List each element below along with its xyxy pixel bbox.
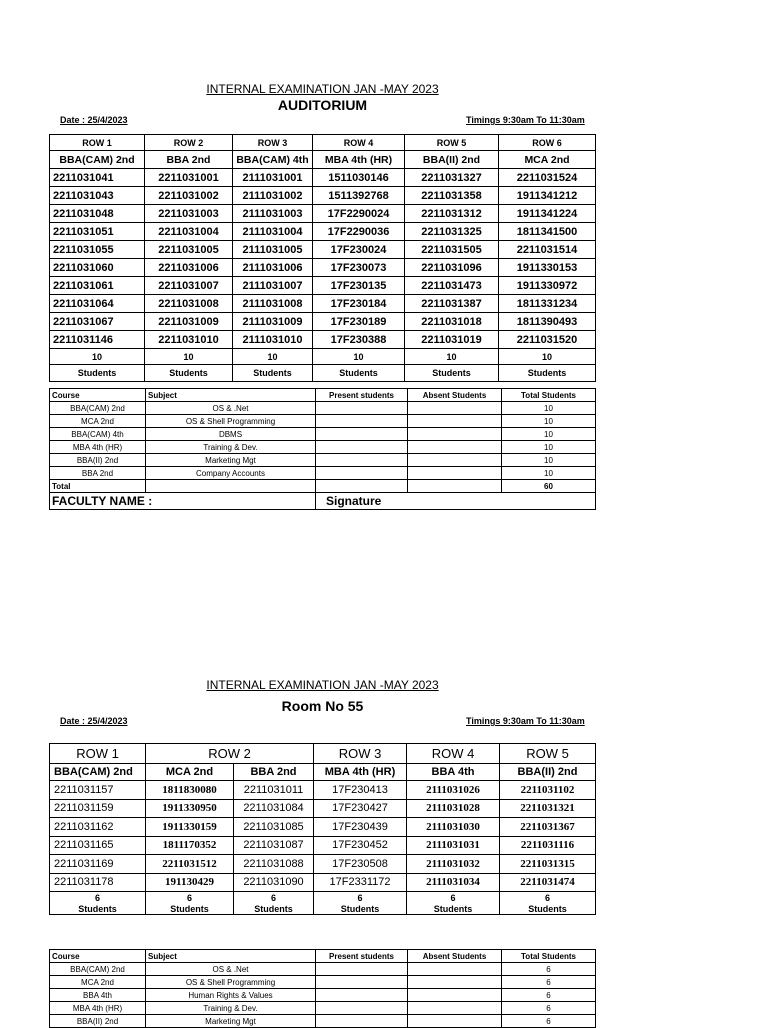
roll-cell: 17F230508 [314,855,407,874]
roll-cell: 2211031011 [234,781,314,800]
row-header: ROW 6 [499,135,596,151]
row-header: ROW 2 [145,135,233,151]
summary-absent [408,467,502,480]
summary-header-cell: Present students [316,950,408,963]
roll-cell: 2211031006 [145,259,233,277]
summary-header-cell: Total Students [502,389,596,402]
roll-cell: 2111031026 [407,781,500,800]
summary-course: BBA 2nd [50,467,146,480]
summary-header-cell: Absent Students [408,950,502,963]
students-label: Students [314,903,407,915]
students-label: Students [233,365,313,382]
class-cell: BBA(II) 2nd [405,151,499,169]
roll-cell: 2211031001 [145,169,233,187]
total-label: Total [50,480,146,493]
class-cell: BBA 2nd [145,151,233,169]
summary-row [50,454,596,467]
roll-cell: 1911330159 [146,818,234,837]
roll-cell: 2211031096 [405,259,499,277]
class-cell: BBA 2nd [234,764,314,781]
summary-subject: OS & Shell Programming [146,976,316,989]
table-row [50,781,596,800]
students-label: Students [234,903,314,915]
count-line [50,349,596,365]
table-row [50,187,596,205]
roll-cell: 2211031358 [405,187,499,205]
summary-total: 10 [502,467,596,480]
roll-cell: 2211031520 [499,331,596,349]
roll-cell: 2211031169 [50,855,146,874]
table-row [50,277,596,295]
summary-absent [408,963,502,976]
students-label: Students [313,365,405,382]
roll-cell: 2211031146 [50,331,145,349]
count-cell: 6 [146,892,234,904]
summary-present [316,989,408,1002]
roll-cell: 2211031041 [50,169,145,187]
summary-course: MCA 2nd [50,976,146,989]
summary-row [50,976,596,989]
students-label: Students [145,365,233,382]
class-cell: BBA 4th [407,764,500,781]
roll-cell: 17F2290036 [313,223,405,241]
summary-absent [408,976,502,989]
summary-subject: DBMS [146,428,316,441]
summary-row [50,963,596,976]
roll-cell: 2211031048 [50,205,145,223]
summary-present [316,454,408,467]
class-cell: BBA(CAM) 4th [233,151,313,169]
summary-header-cell: Present students [316,389,408,402]
summary-absent [408,1002,502,1015]
roll-cell: 2211031116 [500,836,596,855]
class-cell: MBA 4th (HR) [314,764,407,781]
summary-course: BBA(II) 2nd [50,1015,146,1028]
roll-cell: 2211031325 [405,223,499,241]
summary-subject: Marketing Mgt [146,1015,316,1028]
roll-cell: 2111031006 [233,259,313,277]
roll-cell: 2111031028 [407,799,500,818]
summary-absent [408,402,502,415]
summary-course: BBA(CAM) 2nd [50,963,146,976]
sheet2-title-text: INTERNAL EXAMINATION JAN -MAY 2023 [206,678,439,692]
total-blank [408,480,502,493]
summary-header-cell: Course [50,950,146,963]
roll-cell: 1911330972 [499,277,596,295]
faculty-name-label: FACULTY NAME : [50,493,316,510]
summary-absent [408,454,502,467]
table-row [50,241,596,259]
summary-header-cell: Subject [146,950,316,963]
roll-cell: 2111031030 [407,818,500,837]
summary-total: 6 [502,976,596,989]
total-blank [316,480,408,493]
roll-cell: 2211031162 [50,818,146,837]
class-cell: MCA 2nd [146,764,234,781]
roll-cell: 2211031165 [50,836,146,855]
roll-cell: 2111031031 [407,836,500,855]
count-cell: 6 [50,892,146,904]
summary-course: MCA 2nd [50,415,146,428]
class-line [50,151,596,169]
row-header: ROW 5 [500,744,596,764]
class-cell: BBA(CAM) 2nd [50,764,146,781]
roll-cell: 17F2290024 [313,205,405,223]
roll-cell: 1911341212 [499,187,596,205]
summary-subject: Company Accounts [146,467,316,480]
roll-cell: 2211031005 [145,241,233,259]
summary-total: 6 [502,1015,596,1028]
summary-subject: Marketing Mgt [146,454,316,467]
roll-cell: 2211031064 [50,295,145,313]
table-row [50,331,596,349]
summary-subject: OS & .Net [146,402,316,415]
summary-row [50,989,596,1002]
summary-present [316,976,408,989]
class-line [50,764,596,781]
roll-cell: 2111031003 [233,205,313,223]
students-label: Students [50,365,145,382]
sheet1-title [0,82,645,96]
row-header: ROW 1 [50,744,146,764]
summary-course: BBA(CAM) 4th [50,428,146,441]
roll-cell: 2111031032 [407,855,500,874]
summary-row [50,402,596,415]
roll-cell: 2211031084 [234,799,314,818]
summary-absent [408,1015,502,1028]
roll-cell: 17F230427 [314,799,407,818]
summary-absent [408,989,502,1002]
summary-row [50,467,596,480]
table-row [50,818,596,837]
roll-cell: 2211031060 [50,259,145,277]
summary-row [50,428,596,441]
roll-cell: 2211031327 [405,169,499,187]
table-row [50,205,596,223]
summary-header-cell: Absent Students [408,389,502,402]
row-header: ROW 5 [405,135,499,151]
students-label: Students [146,903,234,915]
roll-cell: 2211031102 [500,781,596,800]
roll-cell: 17F230388 [313,331,405,349]
row-header: ROW 1 [50,135,145,151]
sheet1-title-text: INTERNAL EXAMINATION JAN -MAY 2023 [206,82,439,96]
roll-cell: 2211031178 [50,873,146,892]
roll-cell: 2211031159 [50,799,146,818]
summary-row [50,1002,596,1015]
count-cell: 10 [313,349,405,365]
roll-cell: 17F230439 [314,818,407,837]
summary-total: 10 [502,454,596,467]
roll-cell: 1911341224 [499,205,596,223]
roll-cell: 2211031008 [145,295,233,313]
table-row [50,799,596,818]
roll-cell: 2211031474 [500,873,596,892]
summary-header [50,389,596,402]
count-line [50,892,596,904]
summary-row [50,441,596,454]
class-cell: BBA(II) 2nd [500,764,596,781]
summary-subject: Training & Dev. [146,441,316,454]
summary-header-cell: Course [50,389,146,402]
sheet1-summary-table [49,388,596,510]
roll-cell: 2211031018 [405,313,499,331]
count-cell: 10 [233,349,313,365]
roll-cell: 2211031473 [405,277,499,295]
sheet1-timings: Timings 9:30am To 11:30am [466,115,585,125]
roll-cell: 17F230073 [313,259,405,277]
summary-total: 6 [502,989,596,1002]
summary-row [50,1015,596,1028]
roll-cell: 2211031321 [500,799,596,818]
table-row [50,223,596,241]
roll-cell: 2211031055 [50,241,145,259]
roll-cell: 2111031008 [233,295,313,313]
summary-absent [408,441,502,454]
summary-course: MBA 4th (HR) [50,441,146,454]
roll-cell: 2111031002 [233,187,313,205]
roll-cell: 2211031312 [405,205,499,223]
roll-cell: 17F230135 [313,277,405,295]
roll-cell: 17F230413 [314,781,407,800]
students-line [50,903,596,915]
roll-cell: 2211031019 [405,331,499,349]
roll-cell: 1811341500 [499,223,596,241]
roll-cell: 1811331234 [499,295,596,313]
roll-cell: 2211031043 [50,187,145,205]
roll-cell: 2111031001 [233,169,313,187]
roll-cell: 1811830080 [146,781,234,800]
summary-absent [408,415,502,428]
roll-cell: 2211031007 [145,277,233,295]
roll-cell: 1911330153 [499,259,596,277]
roll-cell: 2211031512 [146,855,234,874]
sheet2-title [0,678,645,692]
count-cell: 10 [499,349,596,365]
class-cell: MBA 4th (HR) [313,151,405,169]
roll-cell: 1811390493 [499,313,596,331]
roll-cell: 2211031003 [145,205,233,223]
table-row [50,259,596,277]
summary-present [316,415,408,428]
sheet1-venue: AUDITORIUM [277,97,368,113]
summary-total: 10 [502,428,596,441]
roll-cell: 2211031002 [145,187,233,205]
roll-cell: 2211031009 [145,313,233,331]
roll-cell: 2211031085 [234,818,314,837]
summary-header [50,950,596,963]
roll-cell: 2211031004 [145,223,233,241]
roll-cell: 2111031010 [233,331,313,349]
sheet2-seating-table [49,743,596,915]
roll-cell: 1911330950 [146,799,234,818]
roll-cell: 2211031505 [405,241,499,259]
roll-cell: 1511030146 [313,169,405,187]
students-label: Students [500,903,596,915]
roll-cell: 2211031051 [50,223,145,241]
summary-present [316,402,408,415]
summary-total-row [50,480,596,493]
students-line [50,365,596,382]
roll-cell: 2111031005 [233,241,313,259]
roll-cell: 17F230024 [313,241,405,259]
roll-cell: 2211031514 [499,241,596,259]
table-row [50,855,596,874]
row-header: ROW 2 [146,744,314,764]
sheet1-date: Date : 25/4/2023 [60,115,128,125]
sheet2-summary-table [49,949,596,1028]
summary-total: 10 [502,415,596,428]
summary-header-cell: Subject [146,389,316,402]
count-cell: 10 [405,349,499,365]
roll-cell: 17F230452 [314,836,407,855]
summary-subject: OS & .Net [146,963,316,976]
students-label: Students [405,365,499,382]
roll-cell: 2211031315 [500,855,596,874]
summary-course: MBA 4th (HR) [50,1002,146,1015]
summary-header-cell: Total Students [502,950,596,963]
roll-cell: 2211031367 [500,818,596,837]
summary-present [316,1002,408,1015]
roll-cell: 1511392768 [313,187,405,205]
summary-subject: OS & Shell Programming [146,415,316,428]
students-label: Students [50,903,146,915]
row-header: ROW 3 [233,135,313,151]
row-header: ROW 4 [407,744,500,764]
summary-present [316,963,408,976]
class-cell: BBA(CAM) 2nd [50,151,145,169]
table-row [50,836,596,855]
roll-cell: 17F2331172 [314,873,407,892]
count-cell: 10 [145,349,233,365]
roll-cell: 2111031009 [233,313,313,331]
total-value: 60 [502,480,596,493]
students-label: Students [407,903,500,915]
roll-cell: 2211031387 [405,295,499,313]
row-header-line [50,135,596,151]
summary-present [316,428,408,441]
count-cell: 6 [314,892,407,904]
sheet2-venue: Room No 55 [281,698,364,714]
roll-cell: 17F230189 [313,313,405,331]
summary-total: 6 [502,1002,596,1015]
summary-subject: Training & Dev. [146,1002,316,1015]
table-row [50,295,596,313]
row-header: ROW 3 [314,744,407,764]
summary-subject: Human Rights & Values [146,989,316,1002]
roll-cell: 2211031090 [234,873,314,892]
signature-label: Signature [316,493,596,510]
summary-course: BBA 4th [50,989,146,1002]
roll-cell: 2111031004 [233,223,313,241]
class-cell: MCA 2nd [499,151,596,169]
table-row [50,169,596,187]
row-header-line [50,744,596,764]
roll-cell: 2211031088 [234,855,314,874]
roll-cell: 1811170352 [146,836,234,855]
summary-row [50,415,596,428]
roll-cell: 191130429 [146,873,234,892]
roll-cell: 2211031524 [499,169,596,187]
count-cell: 6 [407,892,500,904]
roll-cell: 2211031010 [145,331,233,349]
roll-cell: 2111031034 [407,873,500,892]
sheet2-date: Date : 25/4/2023 [60,716,128,726]
table-row [50,873,596,892]
row-header: ROW 4 [313,135,405,151]
summary-course: BBA(CAM) 2nd [50,402,146,415]
summary-present [316,467,408,480]
summary-course: BBA(II) 2nd [50,454,146,467]
roll-cell: 2211031067 [50,313,145,331]
count-cell: 6 [500,892,596,904]
count-cell: 6 [234,892,314,904]
summary-total: 6 [502,963,596,976]
sheet1-seating-table [49,134,596,382]
roll-cell: 2111031007 [233,277,313,295]
sheet2-timings: Timings 9:30am To 11:30am [466,716,585,726]
roll-cell: 2211031061 [50,277,145,295]
table-row [50,313,596,331]
count-cell: 10 [50,349,145,365]
roll-cell: 2211031087 [234,836,314,855]
total-blank [146,480,316,493]
students-label: Students [499,365,596,382]
summary-absent [408,428,502,441]
summary-present [316,1015,408,1028]
roll-cell: 2211031157 [50,781,146,800]
faculty-row [50,493,596,510]
summary-total: 10 [502,441,596,454]
summary-total: 10 [502,402,596,415]
roll-cell: 17F230184 [313,295,405,313]
summary-present [316,441,408,454]
